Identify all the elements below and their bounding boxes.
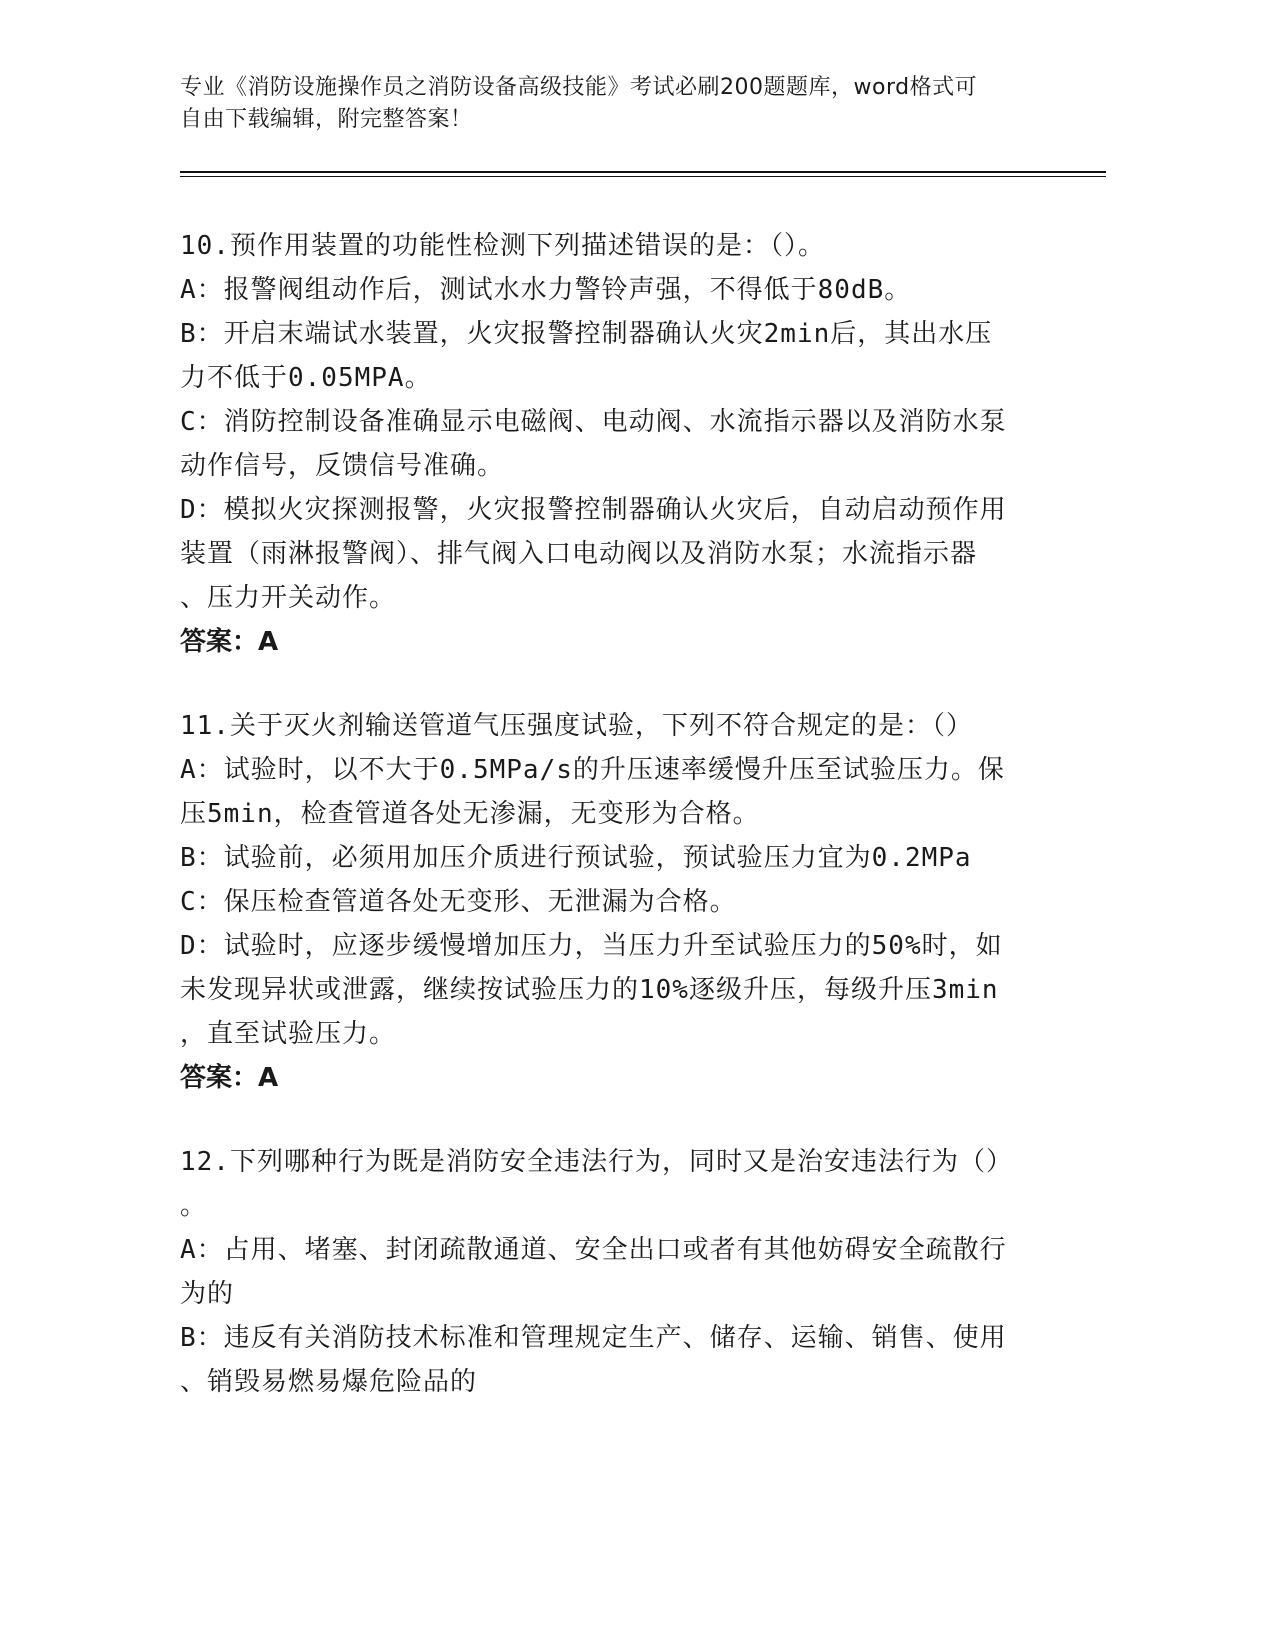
option-a: A：试验时，以不大于0.5MPa/s的升压速率缓慢升压至试验压力。保 [180,755,1005,785]
question-stem: 12.下列哪种行为既是消防安全违法行为，同时又是治安违法行为（） [180,1147,1013,1177]
answer-label: 答案：A [180,1063,279,1093]
question-10 [180,224,1080,664]
option-d: D：试验时，应逐步缓慢增加压力，当压力升至试验压力的50%时，如 [180,931,1003,961]
question-stem-cont: 。 [180,1191,208,1221]
document-header [180,72,1060,136]
question-12 [180,1140,1080,1404]
header-line-2: 自由下载编辑，附完整答案！ [180,107,473,132]
option-d-cont: 未发现异状或泄露，继续按试验压力的10%逐级升压，每级升压3min [180,975,999,1005]
question-11 [180,704,1080,1100]
option-c: C：消防控制设备准确显示电磁阀、电动阀、水流指示器以及消防水泵 [180,407,1007,437]
question-stem: 10.预作用装置的功能性检测下列描述错误的是：（）。 [180,231,825,261]
header-line-1: 专业《消防设施操作员之消防设备高级技能》考试必刷200题题库，word格式可 [180,75,978,100]
answer-label: 答案：A [180,627,279,657]
option-d-cont: 、压力开关动作。 [180,583,397,613]
option-a-cont: 为的 [180,1279,235,1309]
option-a-cont: 压5min，检查管道各处无渗漏，无变形为合格。 [180,799,760,829]
option-d-cont: 装置（雨淋报警阀）、排气阀入口电动阀以及消防水泵；水流指示器 [180,539,978,569]
option-c-cont: 动作信号，反馈信号准确。 [180,451,505,481]
option-b: B：开启末端试水装置，火灾报警控制器确认火灾2min后，其出水压 [180,319,993,349]
question-list [180,224,1080,1444]
option-c: C：保压检查管道各处无变形、无泄漏为合格。 [180,887,737,917]
option-a: A：占用、堵塞、封闭疏散通道、安全出口或者有其他妨碍安全疏散行 [180,1235,1007,1265]
header-divider-thin [180,176,1106,177]
option-b-cont: 、销毁易燃易爆危险品的 [180,1367,478,1397]
question-stem: 11.关于灭火剂输送管道气压强度试验，下列不符合规定的是：（） [180,711,973,741]
header-divider-thick [180,171,1106,173]
option-b-cont: 力不低于0.05MPA。 [180,363,432,393]
option-d: D：模拟火灾探测报警，火灾报警控制器确认火灾后，自动启动预作用 [180,495,1007,525]
option-d-cont: ，直至试验压力。 [180,1019,397,1049]
option-a: A：报警阀组动作后，测试水水力警铃声强，不得低于80dB。 [180,275,912,305]
option-b: B：违反有关消防技术标准和管理规定生产、储存、运输、销售、使用 [180,1323,1007,1353]
option-b: B：试验前，必须用加压介质进行预试验，预试验压力宜为0.2MPa [180,843,972,873]
